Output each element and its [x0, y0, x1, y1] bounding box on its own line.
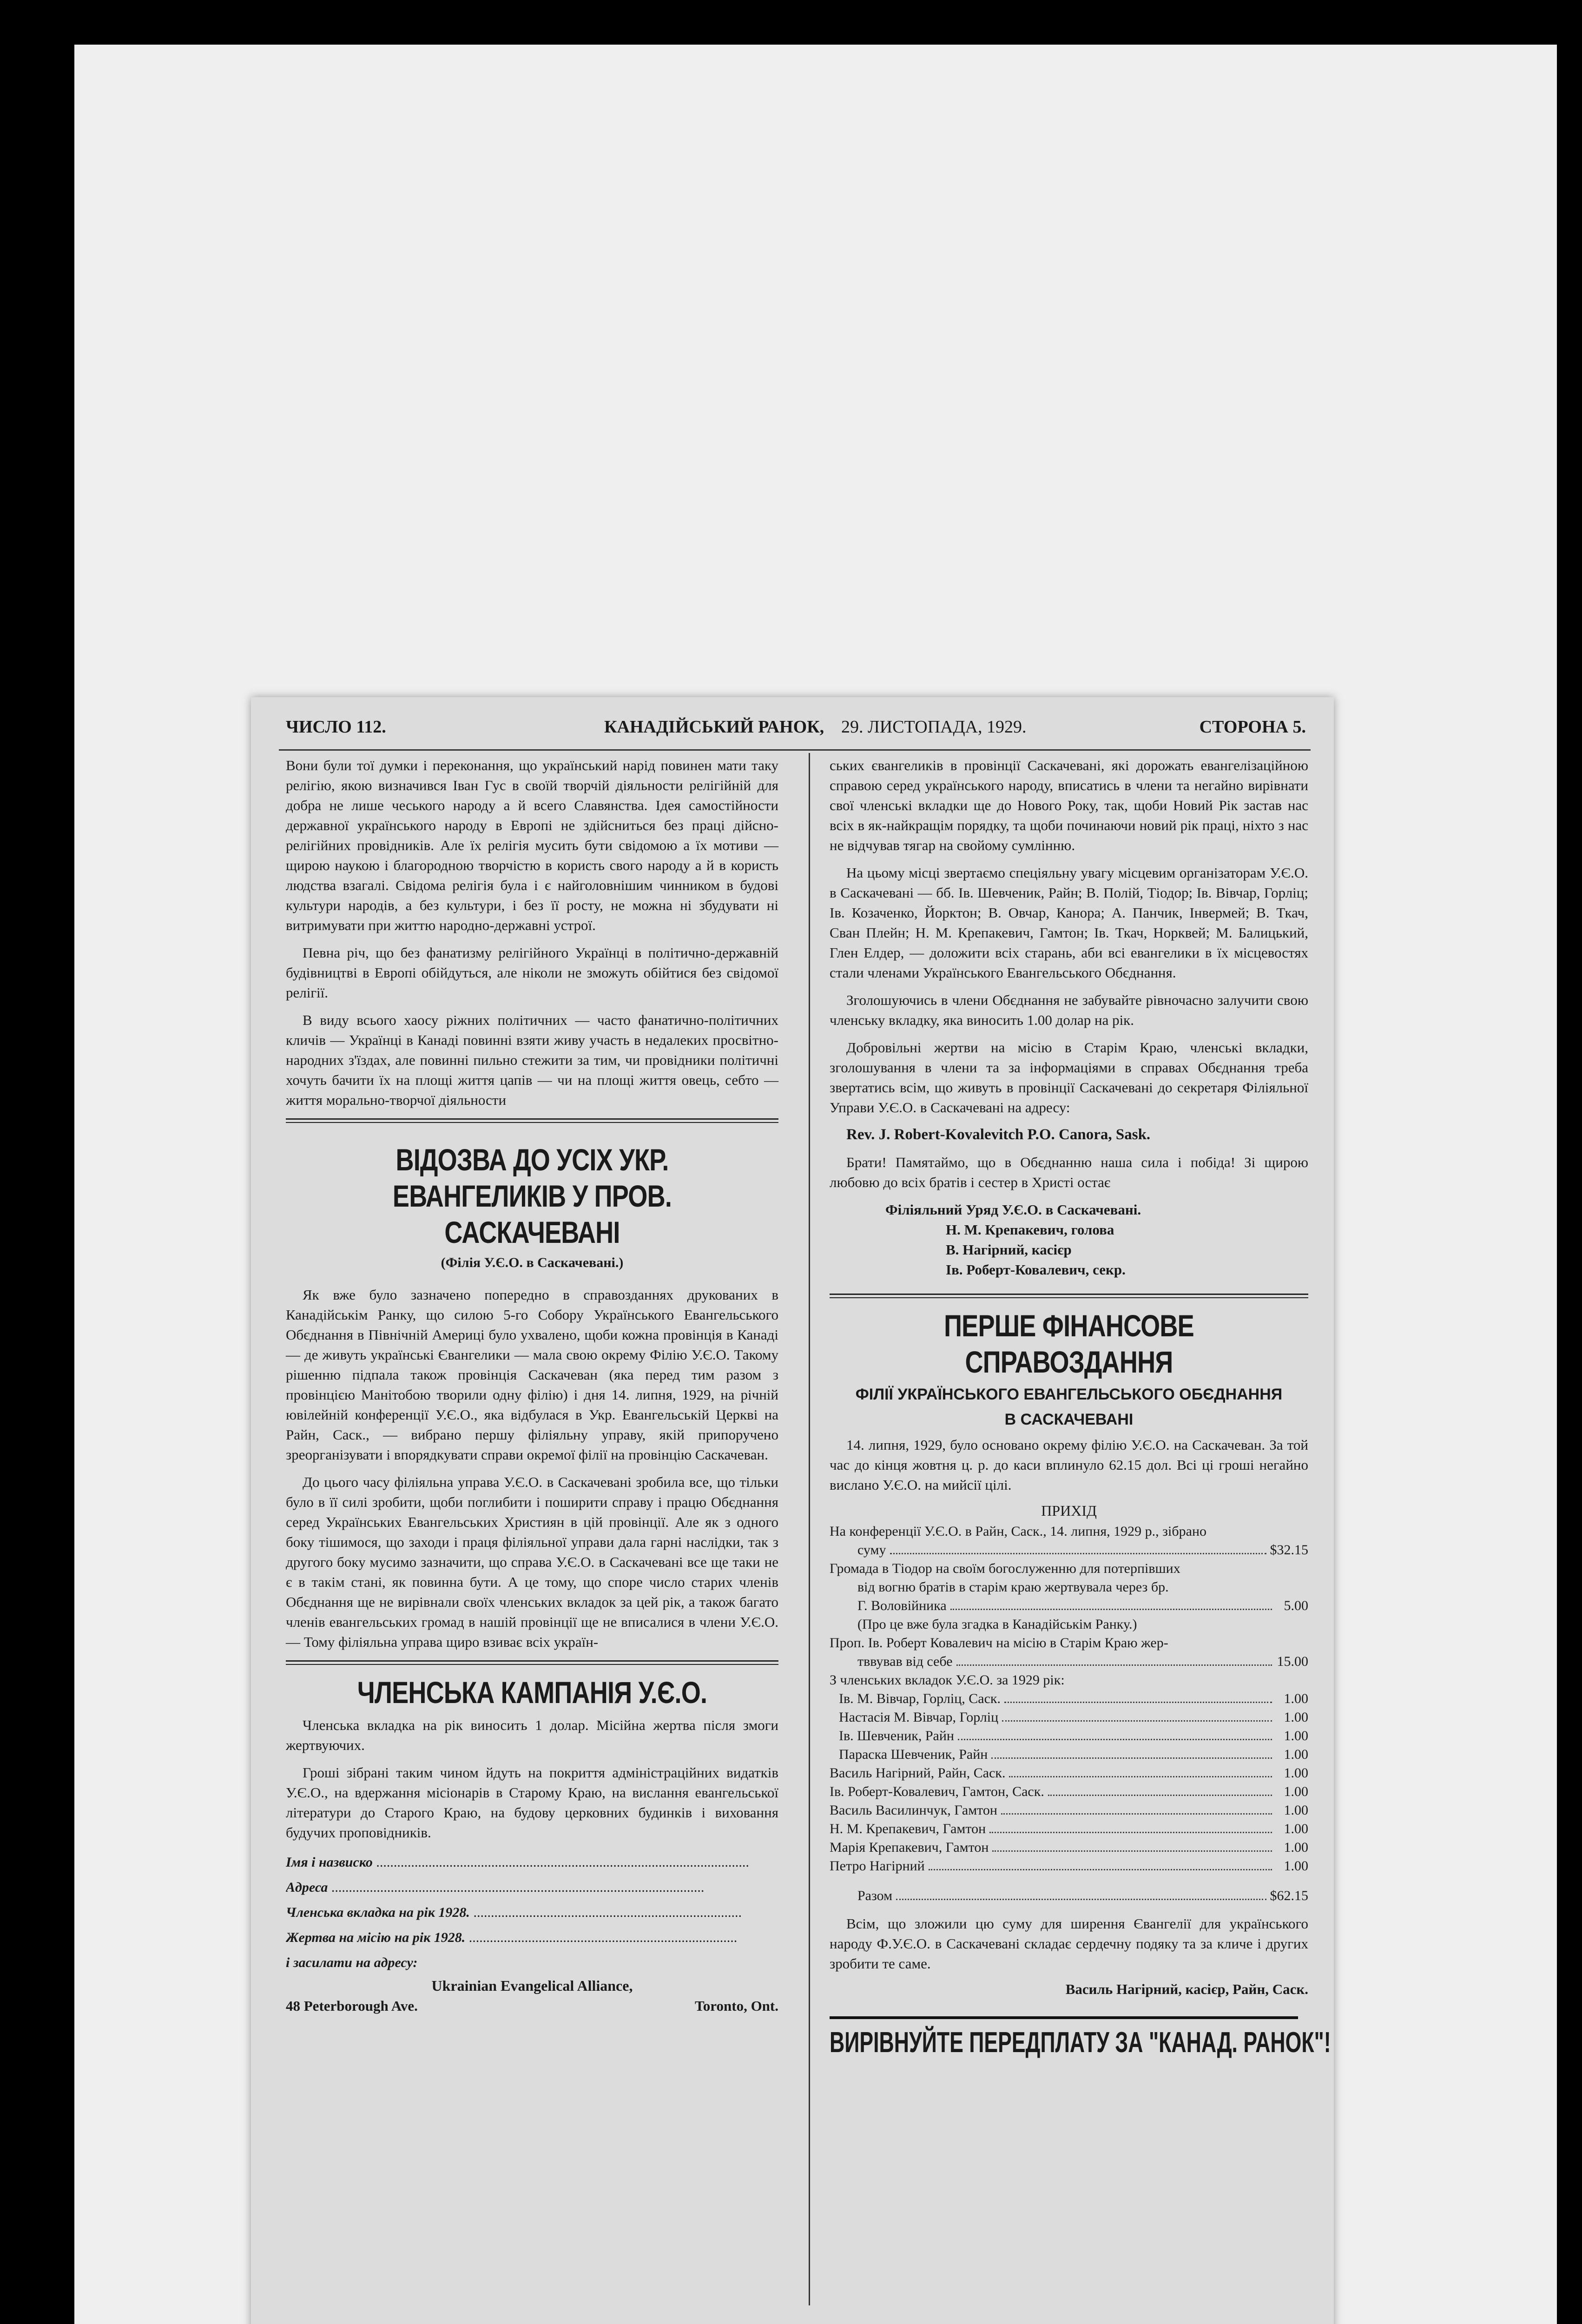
header-rule	[279, 749, 1311, 751]
org-street: 48 Peterborough Ave.	[286, 1998, 418, 2014]
section-rule	[286, 1660, 778, 1665]
paragraph: Гроші зібрані таким чином йдуть на покриття адміністраційних видатків У.Є.О., на вдержання місіонарів в Старому Краю, на вислання евангельської літератури до Старого Краю, на будову церковних будинків і виховання будучих проповідників.	[286, 1764, 778, 1841]
ledger-row: Петро Нагірний 1.00	[830, 1858, 1308, 1874]
paragraph: ських євангеликів в провінції Саскачевані, які дорожать евангелізаційною справою серед українського народу, вписатись в члени та негайно вирівнати свої членські вкладки ще до Нового Року, так, щоби Новий Рік застав нас всіх в як-найкращім порядку, та щоби починаючи новий рік праці, ніхто з нас не відчував тягар на свойому сумлінню.	[830, 757, 1308, 853]
section-rule	[286, 1118, 778, 1123]
ledger-row: Параска Шевченик, Райн 1.00	[839, 1747, 1308, 1762]
section-rule	[830, 1294, 1308, 1298]
paragraph: Добровільні жертви на місію в Старім Краю, членські вкладки, зголошування в члени та за інформаціями в справах Обєднання треба звертатись всім, що живуть в провінції Саскачевані до секретаря Філіяльної Управи У.Є.О. в Саскачевані на адресу:	[830, 1039, 1308, 1116]
ledger-row: Г. Воловійника 5.00	[857, 1598, 1308, 1613]
page-header	[251, 717, 1334, 749]
income-heading: ПРИХІД	[1041, 1502, 1097, 1519]
form-row-mission: Жертва на місію на рік 1928. .............................................................................	[286, 1930, 738, 1945]
ledger-line: (Про це вже була згадка в Канадійськім Ранку.)	[857, 1617, 1137, 1632]
paragraph: Брати! Памятаймо, що в Обєднанню наша сила і побіда! Зі щирою любовю до всіх братів і сестер в Христі остає	[830, 1154, 1308, 1190]
ledger-line: З членських вкладок У.Є.О. за 1929 рік:	[830, 1672, 1065, 1688]
issue-date: 29. ЛИСТОПАДА, 1929.	[841, 717, 1027, 737]
ledger-row: Ів. Шевченик, Райн 1.00	[839, 1728, 1308, 1743]
paragraph: Членська вкладка на рік виносить 1 долар. Місійна жертва після змоги жертвуючих.	[286, 1717, 778, 1753]
newspaper-title: КАНАДІЙСЬКИЙ РАНОК,	[604, 717, 824, 737]
appeal-subheading: (Філія У.Є.О. в Саскачевані.)	[441, 1255, 624, 1270]
newspaper-page	[251, 697, 1334, 2324]
ledger-row: суму $32.15	[857, 1542, 1308, 1558]
ledger-row: Василь Василинчук, Гамтон 1.00	[830, 1802, 1308, 1818]
paragraph: На цьому місці звертаємо спеціяльну увагу місцевим організаторам У.Є.О. в Саскачевані — бб. Ів. Шевченик, Райн; В. Полій, Тіодор; Ів. Вівчар, Горліц; Ів. Козаченко, Йорктон; В. Овчар, Канора; А. Панчик, Інвермей; В. Ткач, Сван Плейн; Н. М. Крепакевич, Гамтон; Ів. Ткач, Норквей; М. Балицький, Глен Елдер, — доложити всіх старань, аби всі евангелики в їх місцевостях стали членами Українського Евангельського Обєднання.	[830, 865, 1308, 981]
report-subheading: ФІЛІЇ УКРАЇНСЬКОГО ЕВАНГЕЛЬСЬКОГО ОБЄДНАННЯ	[855, 1386, 1283, 1403]
board-signature: Філіяльний Уряд У.Є.О. в Саскачевані.	[885, 1202, 1141, 1218]
ledger-row: Ів. Роберт-Ковалевич, Гамтон, Саск. 1.00	[830, 1784, 1308, 1799]
form-send-label: і засилати на адресу:	[286, 1955, 418, 1970]
column-divider	[809, 753, 810, 2305]
membership-form	[286, 1850, 778, 1975]
left-column	[286, 755, 778, 2016]
form-row-address: Адреса ...........................................................................................................	[286, 1880, 705, 1895]
ledger-total: Разом $62.15	[857, 1888, 1308, 1903]
signer: В. Нагірний, касієр	[946, 1241, 1072, 1258]
ledger-row: тввував від себе 15.00	[857, 1654, 1308, 1669]
ledger-row: Настасія М. Вівчар, Горліц 1.00	[839, 1710, 1308, 1725]
signers-list	[946, 1220, 1308, 1280]
page-number: СТОРОНА 5.	[1199, 717, 1306, 737]
paragraph: Зголошуючись в члени Обєднання не забувайте рівночасно залучити свою членську вкладку, яка виносить 1.00 долар на рік.	[830, 992, 1308, 1028]
report-subheading: В САСКАЧЕВАНІ	[1004, 1411, 1134, 1428]
treasurer-signature: Василь Нагірний, касієр, Райн, Саск.	[1065, 1981, 1308, 1997]
campaign-headline: ЧЛЕНСЬКА КАМПАНІЯ У.Є.О.	[357, 1675, 707, 1710]
signer: Ів. Роберт-Ковалевич, секр.	[946, 1261, 1126, 1278]
ledger-line: Громада в Тіодор на своїм богослуженню для потерпівших	[830, 1561, 1180, 1576]
ledger-line: Проп. Ів. Роберт Ковалевич на місію в Старім Краю жер-	[830, 1635, 1168, 1651]
paragraph: Певна річ, що без фанатизму релігійного Українці в політично-державній будівництві в Европі обійдуться, але ніколи не зможуть обійтися без свідомої релігії.	[286, 944, 778, 1001]
form-row-dues: Членська вкладка на рік 1928. .............................................................................	[286, 1905, 742, 1920]
paragraph: В виду всього хаосу ріжних політичних — часто фанатично-політичних кличів — Українці в Канаді повинні взяти живу участь в недалеких просвітно-народних з'їздах, але повинні пильно стежити за тим, чи провідники політичні хочуть бачити їх на площі життя цапів — чи на площі життя овець, себто — життя морально-творчої діяльности	[286, 1012, 778, 1108]
paragraph: До цього часу філіяльна управа У.Є.О. в Саскачевані зробила все, що тільки було в її силі зробити, щоби поглибити і поширити справу і працю Обєднання серед Українських Евангельських Християн в цій провінції. Але як з одного боку тішимося, що заходи і праця філіяльної управи дала гарні наслідки, так з другого боку мусимо зазначити, що справа У.Є.О. в Саскачевані все ще таки не є в такім стані, як повинна бути. А це тому, що спорe число старих членів Обєднання ще не вирівнали своїх членських вкладок за цей рік, а також багато членів евангельських громад в нашій провінції ще не вписалися в члени У.Є.О. — Тому філіяльна управа щиро взиває всіх україн-	[286, 1474, 778, 1650]
signer: Н. М. Крепакевич, голова	[946, 1221, 1114, 1238]
paragraph: 14. липня, 1929, було основано окрему філію У.Є.О. на Саскачеван. За той час до кінця жовтня ц. р. до каси вплинуло 62.15 дол. Всі ці гроші негайно вислано У.Є.О. на мийсії цілі.	[830, 1437, 1308, 1493]
ledger-line: На конференції У.Є.О. в Райн, Саск., 14. липня, 1929 р., зібрано	[830, 1524, 1206, 1539]
form-row-name: Імя і назвиско ...........................................................................................................	[286, 1855, 749, 1870]
paragraph: Як вже було зазначено попередно в справозданнях друкованих в Канадійськім Ранку, що силою 5-го Собору Українського Евангельського Обєднання в Північній Америці було ухвалено, щоби кожна провінція в Канаді — де живуть українські Євангелики — мала свою окрему Філію У.Є.О. Такому рішенню підпала також провінція Саскачеван (яка перед тим разом з провінцією Манітобою творили одну філію) і дня 14. липня, 1929, на річній ювілейній конференції У.Є.О., яка відбулася в Укр. Евангельській Церкві на Райн, Саск., — вибрано першу філіяльну управу, якій припоручено зреорганізувати і впорядкувати справи окремої філії на провінцію Саскачеван.	[286, 1287, 778, 1463]
issue-number: ЧИСЛО 112.	[286, 717, 386, 737]
ledger-row: Н. М. Крепакевич, Гамтон 1.00	[830, 1821, 1308, 1836]
ledger	[830, 1522, 1308, 1905]
paragraph: Всім, що зложили цю суму для ширення Євангелії для українського народу Ф.У.Є.О. в Саскачевані складає сердечну подяку та за кличе і других зробити те саме.	[830, 1915, 1308, 1972]
ledger-row: Василь Нагірний, Райн, Саск. 1.00	[830, 1765, 1308, 1781]
paragraph: Вони були тої думки і переконання, що український нарід повинен мати таку релігію, якою визначився Іван Гус в своїй творчій діяльности релігійній для добра не лише чеського народу а й всего Славянства. Ідея самостійности державної українського народу в Европі не здійсниться без праці дійсно-релігійних провідників. Але їх релігія мусить бути свідомою а їх мотиви — щирою наукою і благородною творчістю в користь свого народу а й в користь людства взагалі. Свідома релігія була і є найголовнішим чинником в будові культури народів, а без культури, і без її росту, не можна ні збудувати ні витримувати при життю народно-державні устрої.	[286, 757, 778, 933]
right-column	[830, 755, 1331, 2060]
appeal-headline: ВІДОЗВА ДО УСІХ УКР. ЕВАНГЕЛИКІВ У ПРОВ. САСКАЧЕВАНІ	[392, 1142, 672, 1249]
org-address	[286, 1996, 778, 2016]
ledger-row: Ів. М. Вівчар, Горліц, Саск. 1.00	[839, 1691, 1308, 1706]
ledger-line: від вогню братів в старім краю жертвувала через бр.	[857, 1579, 1169, 1595]
secretary-address: Rev. J. Robert-Kovalevitch P.O. Canora, Sask.	[846, 1126, 1151, 1143]
org-city: Toronto, Ont.	[694, 1998, 778, 2014]
subscription-banner: ВИРІВНУЙТЕ ПЕРЕДПЛАТУ ЗА "КАНАД. РАНОК"!	[830, 2016, 1298, 2060]
org-name: Ukrainian Evangelical Alliance,	[431, 1977, 633, 1994]
ledger-row: Марія Крепакевич, Гамтон 1.00	[830, 1840, 1308, 1855]
report-headline: ПЕРШЕ ФІНАНСОВЕ СПРАВОЗДАННЯ	[944, 1308, 1194, 1379]
